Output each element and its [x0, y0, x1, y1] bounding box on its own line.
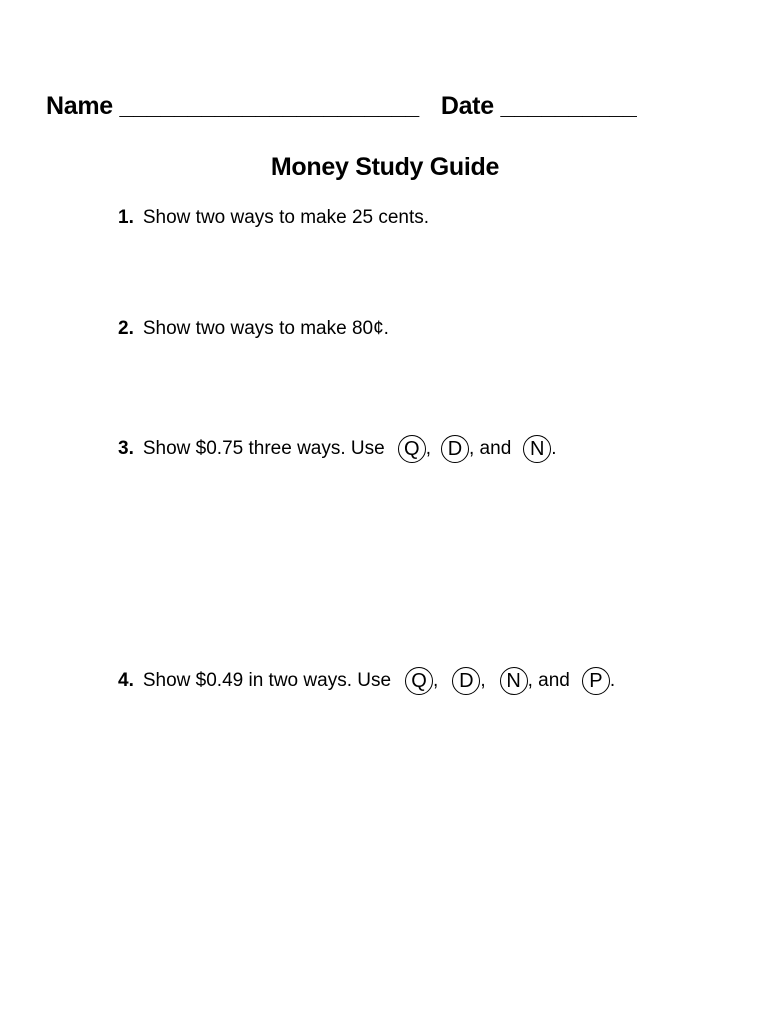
question-4: [118, 664, 615, 698]
separator: .: [551, 438, 557, 459]
separator: , and: [527, 670, 570, 691]
quarter-coin-icon: Q: [405, 667, 433, 695]
question-number: 4.: [118, 670, 134, 691]
separator: ,: [433, 670, 439, 691]
penny-coin-icon: P: [582, 667, 610, 695]
date-field-label[interactable]: Date __________: [440, 92, 637, 120]
dime-coin-icon: D: [452, 667, 480, 695]
question-text: Show $0.49 in two ways. Use: [142, 670, 392, 691]
question-1: [118, 201, 429, 235]
question-text: Show two ways to make 80¢.: [142, 318, 389, 339]
separator: ,: [425, 438, 431, 459]
question-number: 1.: [118, 207, 134, 228]
question-text: Show two ways to make 25 cents.: [142, 207, 430, 228]
question-number: 2.: [118, 318, 134, 339]
dime-coin-icon: D: [441, 435, 469, 463]
question-number: 3.: [118, 438, 134, 459]
nickel-coin-icon: N: [523, 435, 551, 463]
question-3: [118, 432, 557, 466]
page-title: Money Study Guide: [270, 153, 500, 181]
question-2: [118, 312, 389, 346]
name-date-line: [46, 92, 637, 121]
separator: .: [609, 670, 616, 691]
separator: ,: [480, 670, 486, 691]
name-field-label[interactable]: Name ______________________: [46, 92, 419, 120]
question-text: Show $0.75 three ways. Use: [142, 438, 385, 459]
nickel-coin-icon: N: [500, 667, 528, 695]
quarter-coin-icon: Q: [398, 435, 426, 463]
separator: , and: [469, 438, 512, 459]
